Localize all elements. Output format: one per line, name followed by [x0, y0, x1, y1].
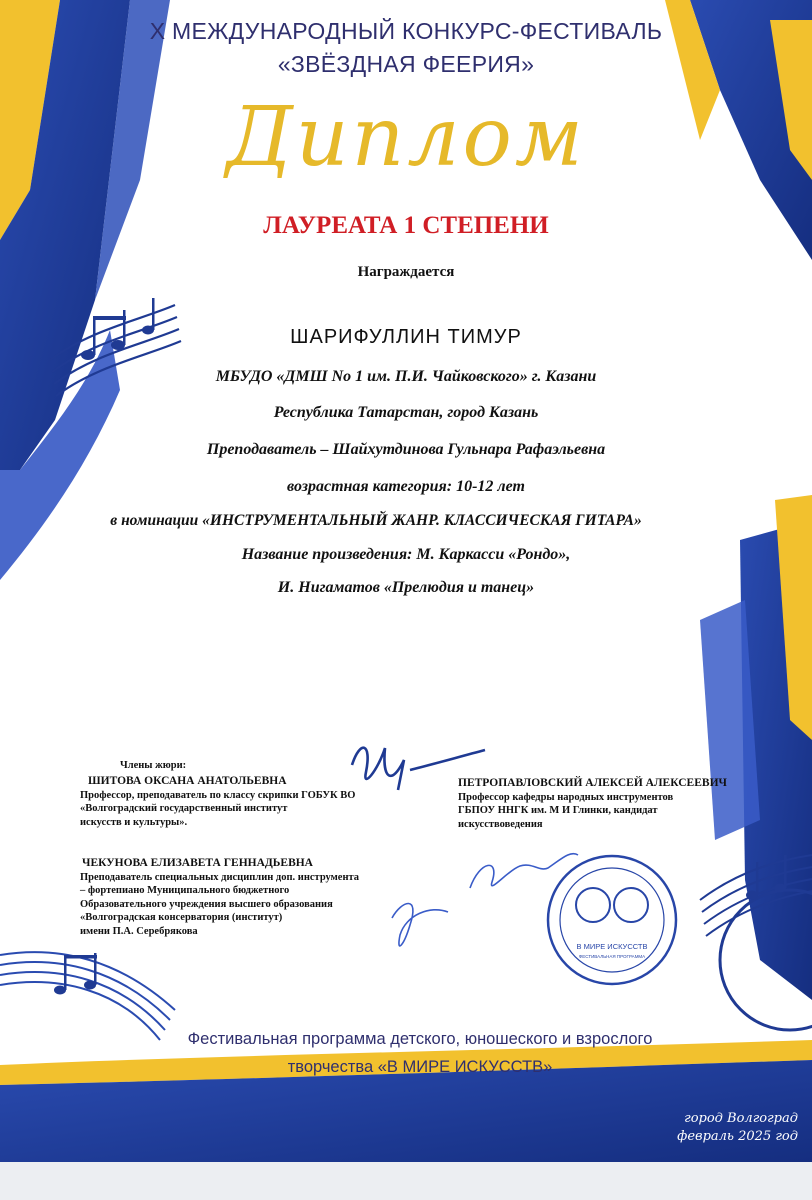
jury-member-petropavlovsky: [458, 777, 727, 831]
nomination: в номинации «ИНСТРУМЕНТАЛЬНЫЙ ЖАНР. КЛАССИЧЕСКАЯ ГИТАРА»: [110, 512, 642, 529]
awarded-label: Награждается: [357, 264, 455, 280]
competition-title-line2: «ЗВЁЗДНАЯ ФЕЕРИЯ»: [277, 51, 535, 77]
stamp-center-text: В МИРЕ ИСКУССТВ: [576, 942, 648, 951]
jury-member-name: ПЕТРОПАВЛОВСКИЙ АЛЕКСЕЙ АЛЕКСЕЕВИЧ: [458, 777, 727, 789]
age-category: возрастная категория: 10-12 лет: [287, 478, 525, 495]
competition-title-line1: X МЕЖДУНАРОДНЫЙ КОНКУРС-ФЕСТИВАЛЬ: [149, 18, 663, 44]
recipient-school: МБУДО «ДМШ No 1 им. П.И. Чайковского» г. Казани: [215, 368, 597, 385]
place-and-date: [677, 1110, 798, 1146]
viewer-bottom-bar: [0, 1162, 812, 1200]
jury-member-title: ГБПОУ ННГК им. М И Глинки, кандидат: [458, 805, 658, 816]
recipient-name: ШАРИФУЛЛИН ТИМУР: [290, 326, 522, 348]
jury-member-title: «Волгоградский государственный институт: [80, 803, 288, 814]
bottom-left-staff-lines: [0, 952, 175, 1040]
place-line: город Волгоград: [684, 1111, 798, 1126]
laureate-degree: ЛАУРЕАТА 1 СТЕПЕНИ: [263, 212, 549, 239]
stamp-sub-text: ФЕСТИВАЛЬНАЯ ПРОГРАММА: [578, 954, 646, 959]
jury-member-name: ЧЕКУНОВА ЕЛИЗАВЕТА ГЕННАДЬЕВНА: [82, 857, 313, 869]
jury-member-name: ШИТОВА ОКСАНА АНАТОЛЬЕВНА: [88, 775, 287, 787]
jury-member-title: «Волгоградская консерватория (институт): [80, 912, 283, 923]
jury-member-title: Профессор, преподаватель по классу скрипки ГОБУК ВО: [80, 789, 356, 801]
official-stamp: [548, 856, 676, 984]
jury-member-title: Образовательного учреждения высшего образования: [80, 898, 333, 910]
signature-chekunova: [392, 903, 448, 945]
signature-petropavlovsky: [470, 854, 578, 888]
jury-member-title: имени П.А. Серебрякова: [80, 925, 198, 937]
date-line: февраль 2025 год: [677, 1129, 798, 1144]
recipient-region: Республика Татарстан, город Казань: [273, 404, 539, 421]
jury-heading: Члены жюри:: [120, 760, 187, 771]
footer-program-line1: Фестивальная программа детского, юношеского и взрослого: [187, 1030, 653, 1048]
jury-member-title: – фортепиано Муниципального бюджетного: [80, 885, 290, 896]
jury-member-title: Профессор кафедры народных инструментов: [458, 791, 674, 803]
piece-title-line1: Название произведения: М. Каркасси «Рондо»,: [241, 546, 571, 563]
footer-program-line2: творчества «В МИРЕ ИСКУССТВ»: [287, 1058, 553, 1076]
jury-member-shitova: [80, 775, 355, 829]
diploma-title: Диплом: [226, 90, 586, 185]
recipient-teacher: Преподаватель – Шайхутдинова Гульнара Рафаэльевна: [206, 441, 606, 458]
jury-member-title: Преподаватель специальных дисциплин доп. инструмента: [80, 871, 360, 883]
jury-member-title: искусствоведения: [458, 818, 543, 830]
piece-title-line2: И. Нигаматов «Прелюдия и танец»: [277, 579, 535, 596]
jury-member-chekunova: [80, 857, 359, 938]
jury-member-title: искусств и культуры».: [80, 816, 188, 828]
